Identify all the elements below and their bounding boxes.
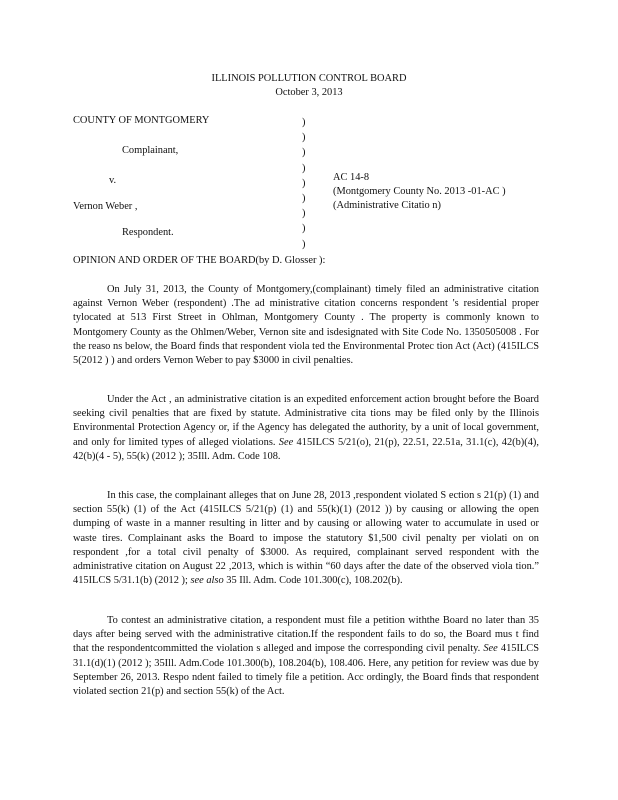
paragraph-1 bbox=[73, 283, 539, 368]
paragraph-4-text: To contest an administrative citation, a respondent must file a petition withthe Board no later than 35 days after being served with the administrative citation.If the respondent fails to do so, the Board mus t find that the respondentcommitted the violation s alleged and impose the corresponding civil penalty. bbox=[73, 615, 539, 655]
paragraph-3-citation: 35 Ill. Adm. Code 101.300(c), 108.202(b). bbox=[226, 575, 403, 587]
caption-complainant-label: Complainant, bbox=[122, 145, 179, 156]
paragraph-1-text: On July 31, 2013, the County of Montgomery,(complainant) timely filed an administrative citation against Vernon Weber (respondent) .The ad ministrative citation concerns respondent 's residential proper tylocated at 513 First Street in Ohlman, Montgomery County . The property is commonly known to Montgomery County as the Ohlmen/Weber, Vernon site and isdesignated with Site Code No. 1350505008 . For the reaso ns below, the Board finds that respondent viola ted the Environmental Protec tion Act (Act) (415ILCS 5(2012 ) ) and orders Vernon Weber to pay $3000 in civil penalties. bbox=[73, 284, 539, 367]
caption-parentheses bbox=[302, 115, 305, 252]
paren-line: ) bbox=[302, 208, 306, 220]
paragraph-2-cite-signal: See bbox=[278, 436, 294, 448]
paren-line: ) bbox=[302, 132, 306, 144]
case-detail-county-number: (Montgomery County No. 2013 -01-AC ) bbox=[333, 186, 506, 197]
caption-county: COUNTY OF MONTGOMERY bbox=[73, 115, 210, 126]
paragraph-4-citation: 415ILCS 31.1(d)(1) (2012 ); 35Ill. Adm.Code 101.300(b), 108.204(b), 108.406. Here, any petition for review was due by September 26, 2013. Respo ndent failed to timely file a petition. Acc ordingly, the Board finds that respondent violated section 21(p) and section 55(k) of the Act. bbox=[73, 643, 539, 698]
caption-respondent-name: Vernon Weber , bbox=[73, 201, 138, 212]
case-number: AC 14-8 bbox=[333, 172, 370, 183]
paren-line: ) bbox=[302, 117, 306, 128]
document-date: October 3, 2013 bbox=[275, 87, 343, 98]
paragraph-2-text: Under the Act , an administrative citation is an expedited enforcement action brought before the Board seeking civil penalties that are fixed by statute. Administrative cita tions may be filed only by the Illinois Environmental Protection Agency or, if the Agency has delegated the authority, by a unit of local government, and only for limited types of alleged violations. bbox=[73, 394, 539, 448]
board-title: ILLINOIS POLLUTION CONTROL BOARD bbox=[211, 73, 407, 84]
paragraph-3-text: In this case, the complainant alleges that on June 28, 2013 ,respondent violated S ection s 21(p) (1) and section 55(k) (1) of the Act (415ILCS 5/21(p) (1) and 55(k)(1) (2012 )) by causing or allowing the open dumping of waste in a manner resulting in litter and by causing or allowing water to accumulate in used or waste tires. Complainant asks the Board to impose the statutory $1,500 civil penalty per violati on on respondent ,for a total civil penalty of $3000. As required, complainant served respondent with the administrative citation on August 22 ,2013, which is within “60 days after the date of the observed viola tion.” 415ILCS 5/31.1(b) (2012 ); bbox=[73, 490, 539, 587]
paragraph-2-citation: 415ILCS 5/21(o), 21(p), 22.51, 22.51a, 31.1(c), 42(b)(4), 42(b)(4 - 5), 55(k) (2012 ); 35Ill. Adm. Code 108. bbox=[73, 436, 539, 462]
paren-line: ) bbox=[302, 223, 306, 235]
paragraph-2 bbox=[73, 393, 539, 464]
opinion-heading: OPINION AND ORDER OF THE BOARD(by D. Glosser ): bbox=[73, 255, 326, 266]
paren-line: ) bbox=[302, 162, 306, 174]
paren-line: ) bbox=[302, 238, 306, 250]
paren-line: ) bbox=[302, 177, 306, 189]
paragraph-3-cite-signal: see also bbox=[190, 575, 224, 587]
paragraph-4 bbox=[73, 614, 539, 699]
paren-line: ) bbox=[302, 147, 306, 159]
paren-line: ) bbox=[302, 193, 306, 205]
caption-versus: v. bbox=[109, 175, 117, 186]
paragraph-4-cite-signal: See bbox=[483, 643, 498, 655]
paragraph-3 bbox=[73, 489, 539, 588]
caption-respondent-label: Respondent. bbox=[122, 227, 174, 238]
case-detail-citation: (Administrative Citatio n) bbox=[333, 200, 441, 211]
